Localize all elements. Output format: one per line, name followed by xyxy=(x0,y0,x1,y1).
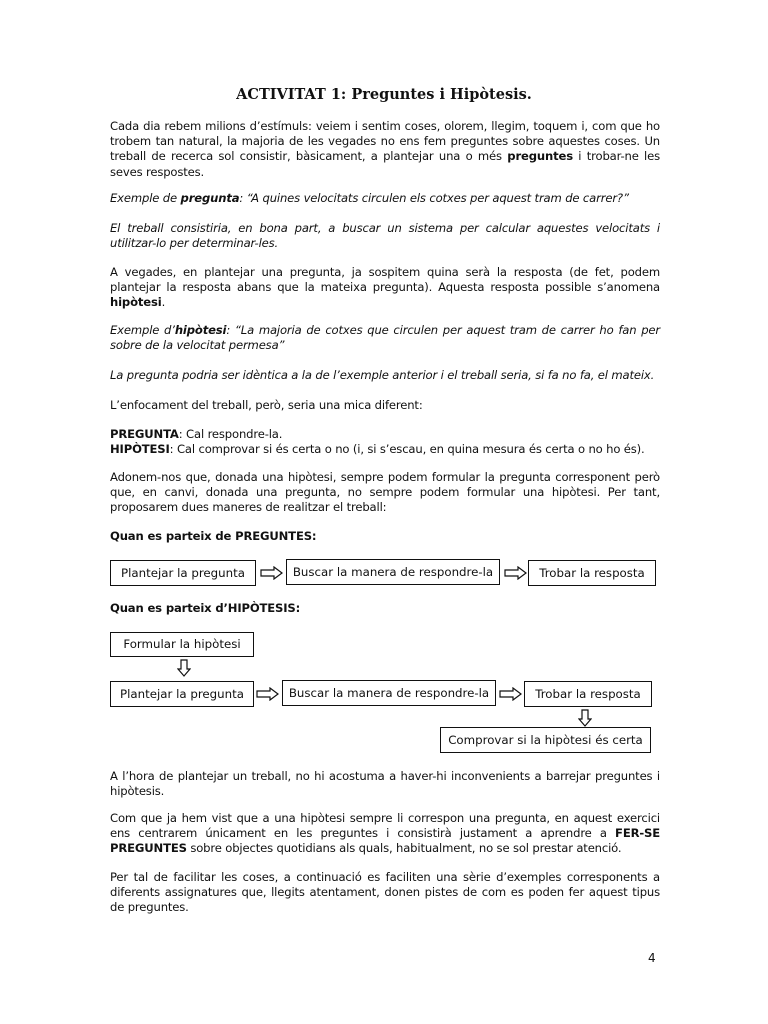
focus-text-c: sobre objectes quotidians als quals, habitualment, no se sol prestar atenció. xyxy=(186,841,622,856)
intro-text-c: i trobar-ne les seves respostes. xyxy=(110,149,660,179)
focus-paragraph xyxy=(110,811,660,857)
page-title: ACTIVITAT 1: Preguntes i Hipòtesis. xyxy=(236,86,532,103)
approach-paragraph: L’enfocament del treball, però, seria una mica diferent: xyxy=(110,398,423,412)
definition-question-text: : Cal respondre-la. xyxy=(178,427,283,441)
flow-h-step-verify: Comprovar si la hipòtesi és certa xyxy=(440,727,651,753)
example-question-c: : “A quines velocitats circulen els cotxes per aquest tram de carrer?” xyxy=(239,191,629,205)
flow-q-step-answer: Trobar la resposta xyxy=(528,560,656,586)
flow-hypotheses-heading: Quan es parteix d’HIPÒTESIS: xyxy=(110,601,301,615)
arrow-right-icon xyxy=(504,566,528,580)
sometimes-text-bold: hipòtesi xyxy=(110,295,162,310)
realize-paragraph: Adonem-nos que, donada una hipòtesi, sempre podem formular la pregunta corresponent però que, en canvi, donada una pregunta, no sempre podem formular una hipòtesi. Per tant, proposarem dues maneres de realitzar el treball: xyxy=(110,470,660,515)
example-question-bold: pregunta xyxy=(180,191,240,205)
intro-text-a: Cada dia rebem milions d’estímuls: veiem i sentim coses, olorem, llegim, toquem i, com que ho trobem tan natural, la majoria de les vegades no ens fem preguntes sobre aquestes coses. Un treball de recerca sol consistir, bàsicament, a plantejar una o més xyxy=(110,119,660,164)
page-number: 4 xyxy=(648,951,656,965)
example-question xyxy=(110,191,660,206)
intro-paragraph xyxy=(110,119,660,180)
flow-h-step-ask: Plantejar la pregunta xyxy=(110,681,254,707)
definition-question xyxy=(110,427,660,442)
definitions xyxy=(110,427,660,457)
focus-text-a: Com que ja hem vist que a una hipòtesi sempre li correspon una pregunta, en aquest exercici ens centrarem únicament en les preguntes i consistirà justament a aprendre a xyxy=(110,811,660,841)
arrow-down-icon xyxy=(177,659,191,677)
intro-text-bold: preguntes xyxy=(507,149,573,164)
sometimes-paragraph xyxy=(110,265,660,311)
flow-q-step-search: Buscar la manera de respondre-la xyxy=(286,559,500,585)
sometimes-text-a: A vegades, en plantejar una pregunta, ja sospitem quina serà la resposta (de fet, podem plantejar la resposta abans que la mateixa pregunta). Aquesta resposta possible s’anomena xyxy=(110,265,660,295)
mix-paragraph: A l’hora de plantejar un treball, no hi acostuma a haver-hi inconvenients a barrejar preguntes i hipòtesis. xyxy=(110,769,660,799)
flow-questions-heading: Quan es parteix de PREGUNTES: xyxy=(110,529,317,543)
flow-h-step-formulate: Formular la hipòtesi xyxy=(110,632,254,657)
example-hypothesis-a: Exemple d’ xyxy=(110,323,175,337)
sometimes-text-c: . xyxy=(161,295,166,310)
work-paragraph: El treball consistiria, en bona part, a buscar un sistema per calcular aquestes velocitats i utilitzar-lo per determinar-les. xyxy=(110,221,660,251)
flow-q-step-ask: Plantejar la pregunta xyxy=(110,560,256,586)
example-hypothesis xyxy=(110,323,660,353)
flow-h-step-search: Buscar la manera de respondre-la xyxy=(282,680,496,706)
example-question-a: Exemple de xyxy=(110,191,181,205)
arrow-right-icon xyxy=(256,687,280,701)
definition-question-label: PREGUNTA xyxy=(110,427,179,441)
definition-hypothesis xyxy=(110,442,660,457)
definition-hypothesis-text: : Cal comprovar si és certa o no (i, si s’escau, en quina mesura és certa o no ho és). xyxy=(169,442,645,457)
definition-hypothesis-label: HIPÒTESI xyxy=(110,442,170,457)
arrow-right-icon xyxy=(260,566,284,580)
focus-text-bold: FER-SE PREGUNTES xyxy=(110,826,660,856)
identical-paragraph: La pregunta podria ser idèntica a la de l’exemple anterior i el treball seria, si fa no fa, el mateix. xyxy=(110,368,655,382)
arrow-down-icon xyxy=(578,709,592,727)
example-hypothesis-c: : “La majoria de cotxes que circulen per aquest tram de carrer ho fan per sobre de la velocitat permesa” xyxy=(110,323,661,353)
example-hypothesis-bold: hipòtesi xyxy=(174,323,227,337)
closing-paragraph: Per tal de facilitar les coses, a continuació es faciliten una sèrie d’exemples corresponents a diferents assignatures que, llegits atentament, donen pistes de com es poden fer aquest tipus de preguntes. xyxy=(110,870,660,915)
flow-h-step-answer: Trobar la resposta xyxy=(524,681,652,707)
arrow-right-icon xyxy=(499,687,523,701)
